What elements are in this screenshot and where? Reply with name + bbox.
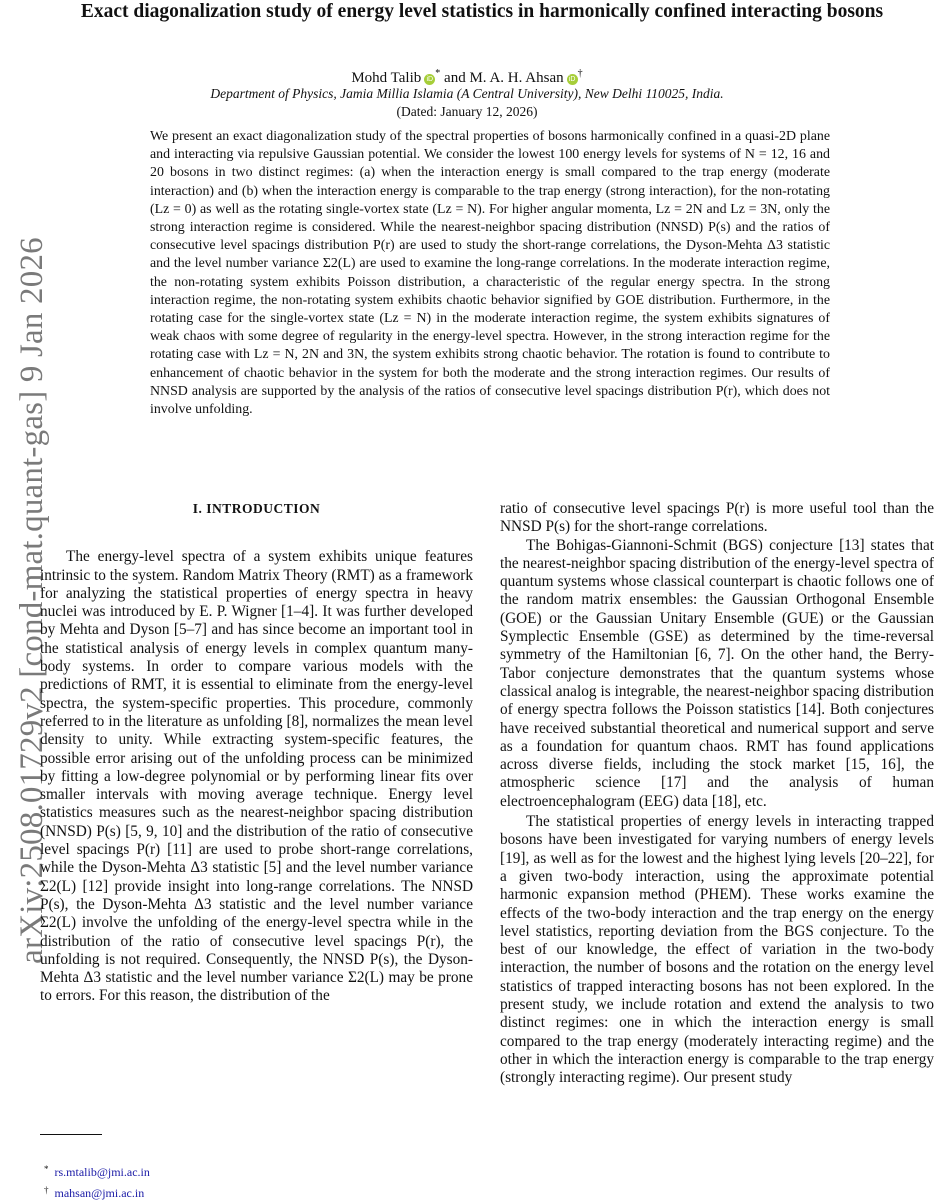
section-heading: I. INTRODUCTION xyxy=(192,501,321,516)
affiliation: Department of Physics, Jamia Millia Islamia (A Central University), New Delhi 110025, India. xyxy=(210,86,724,101)
footnote-mark: * xyxy=(44,1164,49,1174)
author-footnote-mark: * xyxy=(435,68,441,79)
orcid-icon[interactable]: iD xyxy=(424,74,435,85)
body-paragraph: The Bohigas-Giannoni-Schmit (BGS) conjecture [13] states that the nearest-neighbor spacing distribution of the energy-level spectra of quantum systems whose classical counterpart is chaotic follows one of the random matrix ensembles: the Gaussian Orthogonal Ensemble (GOE) or the Gaussian Unitary Ensemble (GUE) or the Gaussian Symplectic Ensemble (GSE) as determined by the time-reversal symmetry of the Hamiltonian [6, 7]. On the other hand, the Berry-Tabor conjecture demonstrates that the quantum systems whose classical analog is integrable, the nearest-neighbor spacing distribution of energy spectra follows the Poisson statistics [14]. Both conjectures have received substantial theoretical and numerical support and serve as a foundation for quantum chaos. RMT has found applications across diverse fields, including the stock market [15, 16], the atmospheric science [17] and the analysis of human electroencephalogram (EEG) data [18], etc. xyxy=(500,536,934,810)
author-name: Mohd Talib xyxy=(351,70,422,86)
right-column xyxy=(500,500,934,1088)
abstract: We present an exact diagonalization study of the spectral properties of bosons harmonically confined in a quasi-2D plane and interacting via repulsive Gaussian potential. We consider the lowest 100 energy levels for systems of N = 12, 16 and 20 bosons in two distinct regimes: (a) when the interaction energy is small compared to the trap energy (moderate interaction) and (b) when the interaction energy is comparable to the trap energy (strong interaction), for the non-rotating (Lz = 0) as well as the rotating single-vortex state (Lz = N). For higher angular momenta, Lz = 2N and Lz = 3N, only the strong interaction regime is considered. While the nearest-neighbor spacing distribution (NNSD) P(s) and the ratios of consecutive level spacings distribution P(r) are used to study the short-range correlations, the Dyson-Mehta Δ3 statistic and the level number variance Σ2(L) are used to examine the long-range correlations. In the moderate interaction regime, the non-rotating system exhibits Poisson distribution, a characteristic of the regular energy spectra. In the strong interaction regime, the non-rotating system exhibits chaotic behavior signified by GOE distribution. Furthermore, in the rotating case for the single-vortex state (Lz = N) in the moderate interaction regime, the system exhibits signatures of weak chaos with some degree of regularity in the energy-level spectra. However, in the strong interaction regime for the rotating case with Lz = N, 2N and 3N, the system exhibits strong chaotic behavior. The rotation is found to contribute to enhancement of chaotic behavior in the system for both the moderate and the strong interaction regimes. Our results of NNSD analysis are supported by the analysis of the ratios of consecutive level spacings distribution P(r), which does not involve unfolding. xyxy=(150,129,830,418)
date-line: (Dated: January 12, 2026) xyxy=(396,104,538,119)
body-paragraph: ratio of consecutive level spacings P(r) is more useful tool than the NNSD P(s) for the short-range correlations. xyxy=(500,500,934,536)
author-name: M. A. H. Ahsan xyxy=(469,70,564,86)
author-footnote-mark: † xyxy=(577,68,583,79)
footnote xyxy=(40,1160,470,1181)
footnote-divider xyxy=(40,1134,102,1135)
footnote-mark: † xyxy=(44,1185,49,1195)
email-link[interactable]: rs.mtalib@jmi.ac.in xyxy=(54,1165,150,1179)
body-paragraph: The statistical properties of energy levels in interacting trapped bosons have been investigated for varying numbers of energy levels [19], as well as for the lowest and the highest lying levels [20–22], for a given two-body interaction, using the approximate potential harmonic expansion method (PHEM). These works examine the effects of the two-body interaction and the trap energy on the energy level statistics, reporting deviation from the BGS conjecture. To the best of our knowledge, the effect of variation in the two-body interaction, the number of bosons and the rotation on the energy level statistics of trapped interacting bosons has not been explored. In the present study, we include rotation and extend the analysis to two distinct regimes: one in which the interaction energy is small compared to the trap energy (moderately interacting regime) and the other in which the interaction energy is comparable to the trap energy (strongly interacting regime). Our present study xyxy=(500,813,934,1087)
paper-title: Exact diagonalization study of energy level statistics in harmonically confined interacting bosons xyxy=(80,1,884,22)
body-paragraph: The energy-level spectra of a system exhibits unique features intrinsic to the system. Random Matrix Theory (RMT) as a framework for analyzing the statistical properties of energy spectra in heavy nuclei was introduced by E. P. Wigner [1–4]. It was further developed by Mehta and Dyson [5–7] and has since become an important tool in the statistical analysis of energy levels in complex quantum many-body systems. In order to compare various models with the predictions of RMT, it is essential to eliminate from the energy-level spectra, the system-specific properties. This procedure, commonly referred to in the literature as unfolding [8], normalizes the mean level density to unity. While extracting system-specific features, the possible error arising out of the unfolding process can be minimized by fitting a low-degree polynomial or by performing linear fits over smaller intervals with moving average technique. Energy level statistics measures such as the nearest-neighbor spacing distribution (NNSD) P(s) [5, 9, 10] and the distribution of the ratio of consecutive level spacings P(r) [11] are used to probe short-range correlations, while the Dyson-Mehta Δ3 statistic [5] and the level number variance Σ2(L) [12] provide insight into long-range correlations. The NNSD P(s), the Dyson-Mehta Δ3 statistic and the level number variance Σ2(L) involve the unfolding of the energy-level spectra while in the distribution of the ratio of consecutive level spacings P(r), the unfolding is not required. Consequently, the NNSD P(s), the Dyson-Mehta Δ3 statistic and the level number variance Σ2(L) may be prone to errors. For this reason, the distribution of the xyxy=(40,548,473,1005)
footnote xyxy=(40,1181,470,1200)
arxiv-identifier-text: arXiv:2508.01729v2 [cond-mat.quant-gas] 9 Jan 2026 xyxy=(13,236,50,964)
email-link[interactable]: mahsan@jmi.ac.in xyxy=(54,1186,145,1200)
footnotes xyxy=(40,1160,470,1200)
author-connector: and xyxy=(444,70,466,86)
orcid-icon[interactable]: iD xyxy=(567,74,578,85)
left-column xyxy=(40,500,473,1006)
